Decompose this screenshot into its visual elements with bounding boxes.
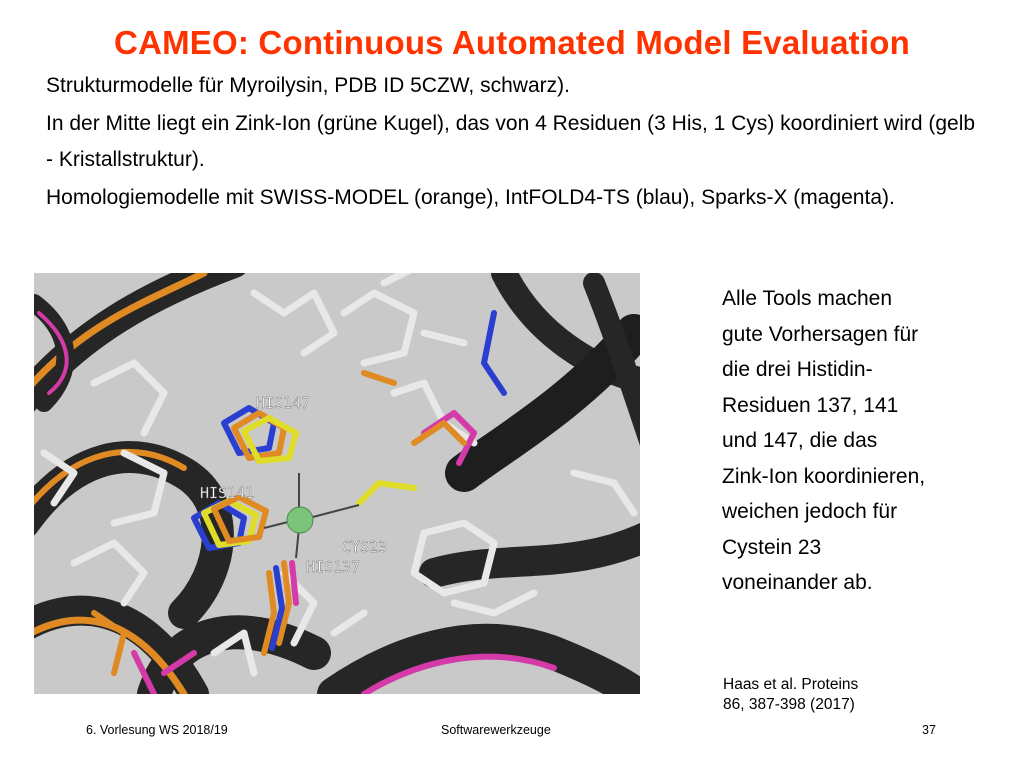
footer-lecture: 6. Vorlesung WS 2018/19 <box>86 723 228 737</box>
footer-page-number: 37 <box>922 723 936 737</box>
intro-line-structure: Strukturmodelle für Myroilysin, PDB ID 5CZW, schwarz). <box>46 74 570 97</box>
intro-text <box>46 68 976 218</box>
intro-line-zinc: In der Mitte liegt ein Zink-Ion (grüne Kugel), das von 4 Residuen (3 His, 1 Cys) koordiniert wird (gelb - Kristallstruktur). <box>46 112 976 171</box>
footer-course: Softwarewerkzeuge <box>441 723 551 737</box>
citation <box>723 675 858 715</box>
side-line: gute Vorhersagen für <box>722 322 919 346</box>
label-his147: HIS147 <box>256 394 311 412</box>
side-line: weichen jedoch für <box>722 500 898 523</box>
side-line: Residuen 137, 141 <box>722 393 899 417</box>
label-his141: HIS141 <box>200 484 255 502</box>
label-his137: HIS137 <box>306 558 361 576</box>
side-line: voneinander ab. <box>722 571 873 594</box>
side-line: und 147, die das <box>722 429 878 452</box>
zinc-ion <box>287 507 313 533</box>
side-line: die drei Histidin- <box>722 358 873 381</box>
side-line: Cystein 23 <box>722 535 822 559</box>
intro-line-models: Homologiemodelle mit SWISS-MODEL (orange), IntFOLD4-TS (blau), Sparks-X (magenta). <box>46 186 895 209</box>
citation-line: Haas et al. Proteins <box>723 676 859 693</box>
structure-render <box>34 273 640 694</box>
side-description <box>722 281 992 601</box>
citation-line: 86, 387-398 (2017) <box>723 696 855 713</box>
label-cys23: CYS23 <box>342 538 388 556</box>
protein-structure-figure <box>34 273 640 694</box>
side-line: Alle Tools machen <box>722 287 893 310</box>
slide-title: CAMEO: Continuous Automated Model Evaluation <box>114 24 910 61</box>
side-line: Zink-Ion koordinieren, <box>722 464 926 488</box>
